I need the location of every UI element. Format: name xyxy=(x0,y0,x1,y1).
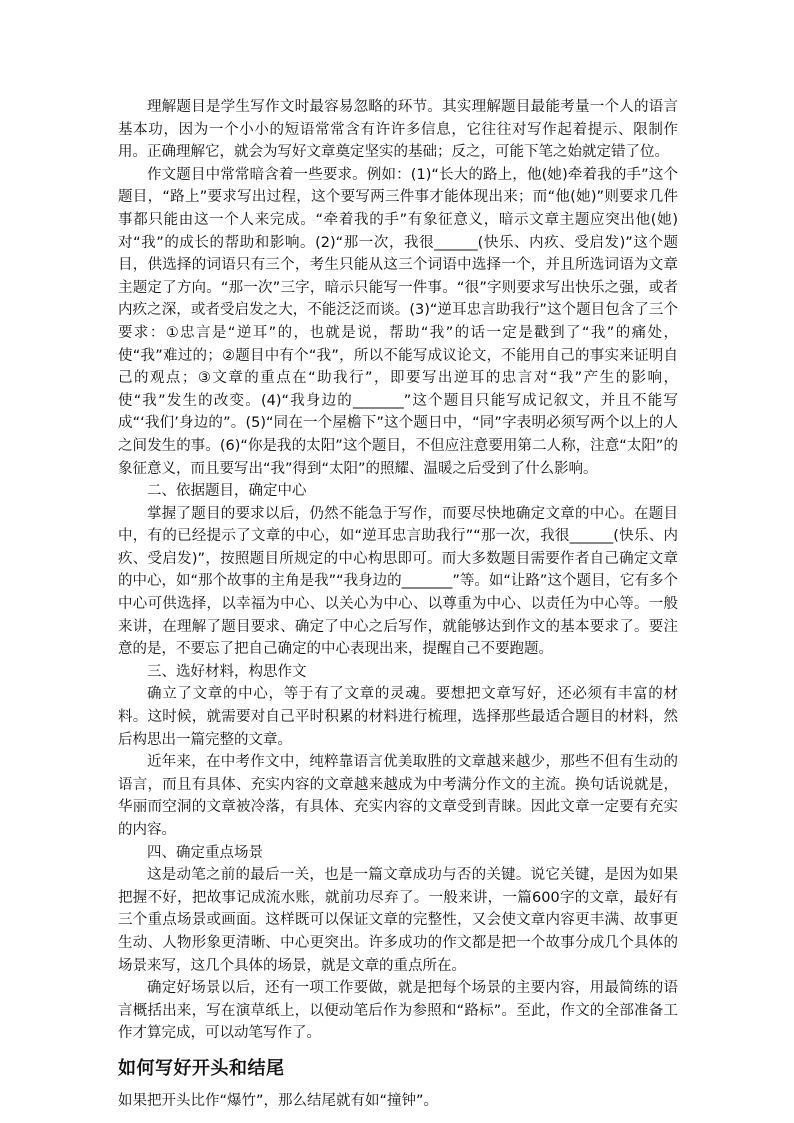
heading-key-scenes: 四、确定重点场景 xyxy=(147,844,263,861)
paragraph-choose-material: 确立了文章的中心，等于有了文章的灵魂。要想把文章写好，还必须有丰富的材料。这时候，就需要对自己平时积累的材料进行梳理，选择那些最适合题目的材料，然后构思出一篇完整的文章。 xyxy=(118,686,678,748)
heading-choose-material: 三、选好材料，构思作文 xyxy=(147,663,307,680)
heading-determine-center: 二、依据题目，确定中心 xyxy=(147,483,307,500)
lead-paragraph: 如果把开头比作“爆竹”，那么结尾就有如“撞钟”。 xyxy=(118,1092,439,1109)
section-title: 如何写好开头和结尾 xyxy=(118,1057,285,1079)
paragraph-key-scenes: 这是动笔之前的最后一关，也是一篇文章成功与否的关键。说它关键，是因为如果把握不好，把故事记成流水账，就前功尽弃了。一般来讲，一篇600字的文章，最好有三个重点场景或画面。这样既可以保证文章的完整性，又会使文章内容更丰满、故事更生动、人物形象更清晰、中心更突出。许多成功的作文都是把一个故事分成几个具体的场景来写，这几个具体的场景，就是文章的重点所在。 xyxy=(118,867,678,974)
paragraph-understand-title: 理解题目是学生写作文时最容易忽略的环节。其实理解题目最能考量一个人的语言基本功，因为一个小小的短语常常含有许许多信息，它往往对写作起着提示、限制作用。正确理解它，就会为写好文章奠定坚实的基础；反之，可能下笔之始就定错了位。 xyxy=(118,99,678,161)
paragraph-content-trend: 近年来，在中考作文中，纯粹靠语言优美取胜的文章越来越少，那些不但有生动的语言，而且有具体、充实内容的文章越来越成为中考满分作文的主流。换句话说就是，华丽而空洞的文章被冷落，有具体、充实内容的文章受到青睐。因此文章一定要有充实的内容。 xyxy=(118,754,678,838)
paragraph-summarize-scenes: 确定好场景以后，还有一项工作要做，就是把每个场景的主要内容，用最简练的语言概括出来，写在演草纸上，以便动笔后作为参照和“路标”。至此，作文的全部准备工作才算完成，可以动笔写作了。 xyxy=(118,980,678,1042)
paragraph-title-requirements: 作文题目中常常暗含着一些要求。例如：(1)“长大的路上，他(她)牵着我的手”这个题目，“路上”要求写出过程，这个要写两三件事才能体现出来；而“他(她)”则要求几件事都只能由这一个人来完成。“牵着我的手”有象征意义，暗示文章主题应突出他(她)对“我”的成长的帮助和影响。(2)“那一次，我很______(快乐、内疚、受启发)”这个题目，供选择的词语只有三个，考生只能从这三个词语中选择一个，并且所选词语为文章主题定了方向。“那一次”三字，暗示只能写一件事。“很”字则要求写出快乐之强，或者内疚之深，或者受启发之大，不能泛泛而谈。(3)“逆耳忠言助我行”这个题目包含了三个要求：①忠言是“逆耳”的，也就是说，帮助“我”的话一定是戳到了“我”的痛处，使“我”难过的；②题目中有个“我”，所以不能写成议论文，不能用自己的事实来证明自己的观点；③文章的重点在“助我行”，即要写出逆耳的忠言对“我”产生的影响，使“我”发生的改变。(4)“我身边的_______”这个题目只能写成记叙文，并且不能写成“‘我们’身边的”。(5)“同在一个屋檐下”这个题日中，“同”字表明必须写两个以上的人之间发生的事。(6)“你是我的太阳”这个题目，不但应注意要用第二人称，注意“太阳”的象征意义，而且要写出“我”得到“太阳”的照耀、温暖之后受到了什么影响。 xyxy=(118,166,678,477)
document-page xyxy=(118,96,678,1113)
paragraph-determine-center: 掌握了题目的要求以后，仍然不能急于写作，而要尽快地确定文章的中心。在题目中，有的已经提示了文章的中心，如“逆耳忠言助我行”“那一次，我很______(快乐、内疚、受启发)”，按照题目所规定的中心构思即可。而大多数题目需要作者自己确定文章的中心，如“那个故事的主角是我”“我身边的_______”等。如“让路”这个题目，它有多个中心可供选择，以幸福为中心、以关心为中心、以尊重为中心、以责任为中心等。一般来讲，在理解了题目要求、确定了中心之后写作，就能够达到作文的基本要求了。要注意的是，不要忘了把自己确定的中心表现出来，提醒自己不要跑题。 xyxy=(118,505,678,658)
